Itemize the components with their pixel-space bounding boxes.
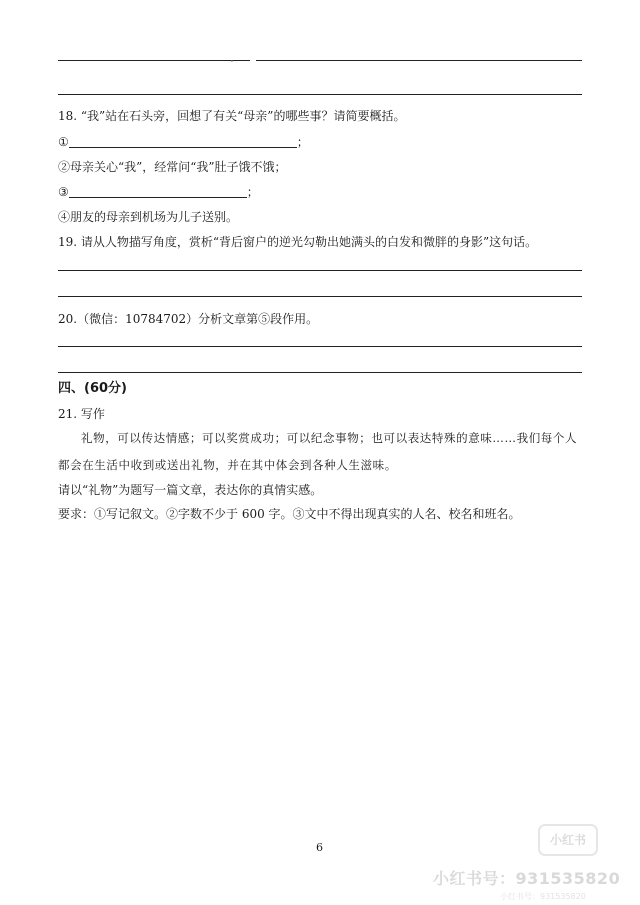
question-20-prompt: 20.（微信：10784702）分析文章第⑤段作用。 [58,312,319,326]
answer-line [58,296,582,297]
item-1-label: ① [58,135,69,149]
writing-requirements: 要求：①写记叙文。②字数不少于 600 字。③文中不得出现真实的人名、校名和班名。 [58,507,521,521]
answer-line [58,346,582,347]
watermark-small-id: 小红书号：931535820 [500,892,586,901]
answer-line [256,60,582,61]
item-3-end: ； [246,185,259,199]
answer-line [58,372,582,373]
answer-line [58,270,582,271]
item-3-label: ③ [58,185,69,199]
section-4-heading: 四、(60分) [58,381,127,396]
question-18-prompt: 18. “我”站在石头旁，回想了有关“母亲”的哪些事？请简要概括。 [58,109,406,123]
question-21-label: 21. 写作 [58,407,105,421]
writing-instruction: 请以“礼物”为题写一篇文章，表达你的真情实感。 [58,483,323,497]
question-19-prompt: 19. 请从人物描写角度，赏析“背后窗户的逆光勾勒出她满头的白发和微胖的身影”这句话。 [58,235,538,249]
answer-blank [69,135,297,148]
question-18-item-1 [58,134,309,150]
item-1-end: ； [296,135,309,149]
question-18-item-3 [58,184,259,200]
answer-line [58,94,582,95]
answer-line [58,60,250,61]
writing-prompt-passage: 礼物，可以传达情感；可以奖赏成功；可以纪念事物；也可以表达特殊的意味……我们每个人都会在生活中收到或送出礼物，并在其中体会到各种人生滋味。 [58,431,578,472]
question-18-item-2: ②母亲关心“我”，经常问“我”肚子饿不饿； [58,160,287,174]
page-number: 6 [316,841,323,854]
watermark-id: 小红书号：931535820 [433,869,621,888]
watermark-logo-text: 小红书 [549,833,586,847]
question-18-item-4: ④朋友的母亲到机场为儿子送别。 [58,210,239,224]
watermark-logo [538,824,598,856]
answer-blank [69,185,247,198]
top-mid-mark: . [230,51,234,65]
